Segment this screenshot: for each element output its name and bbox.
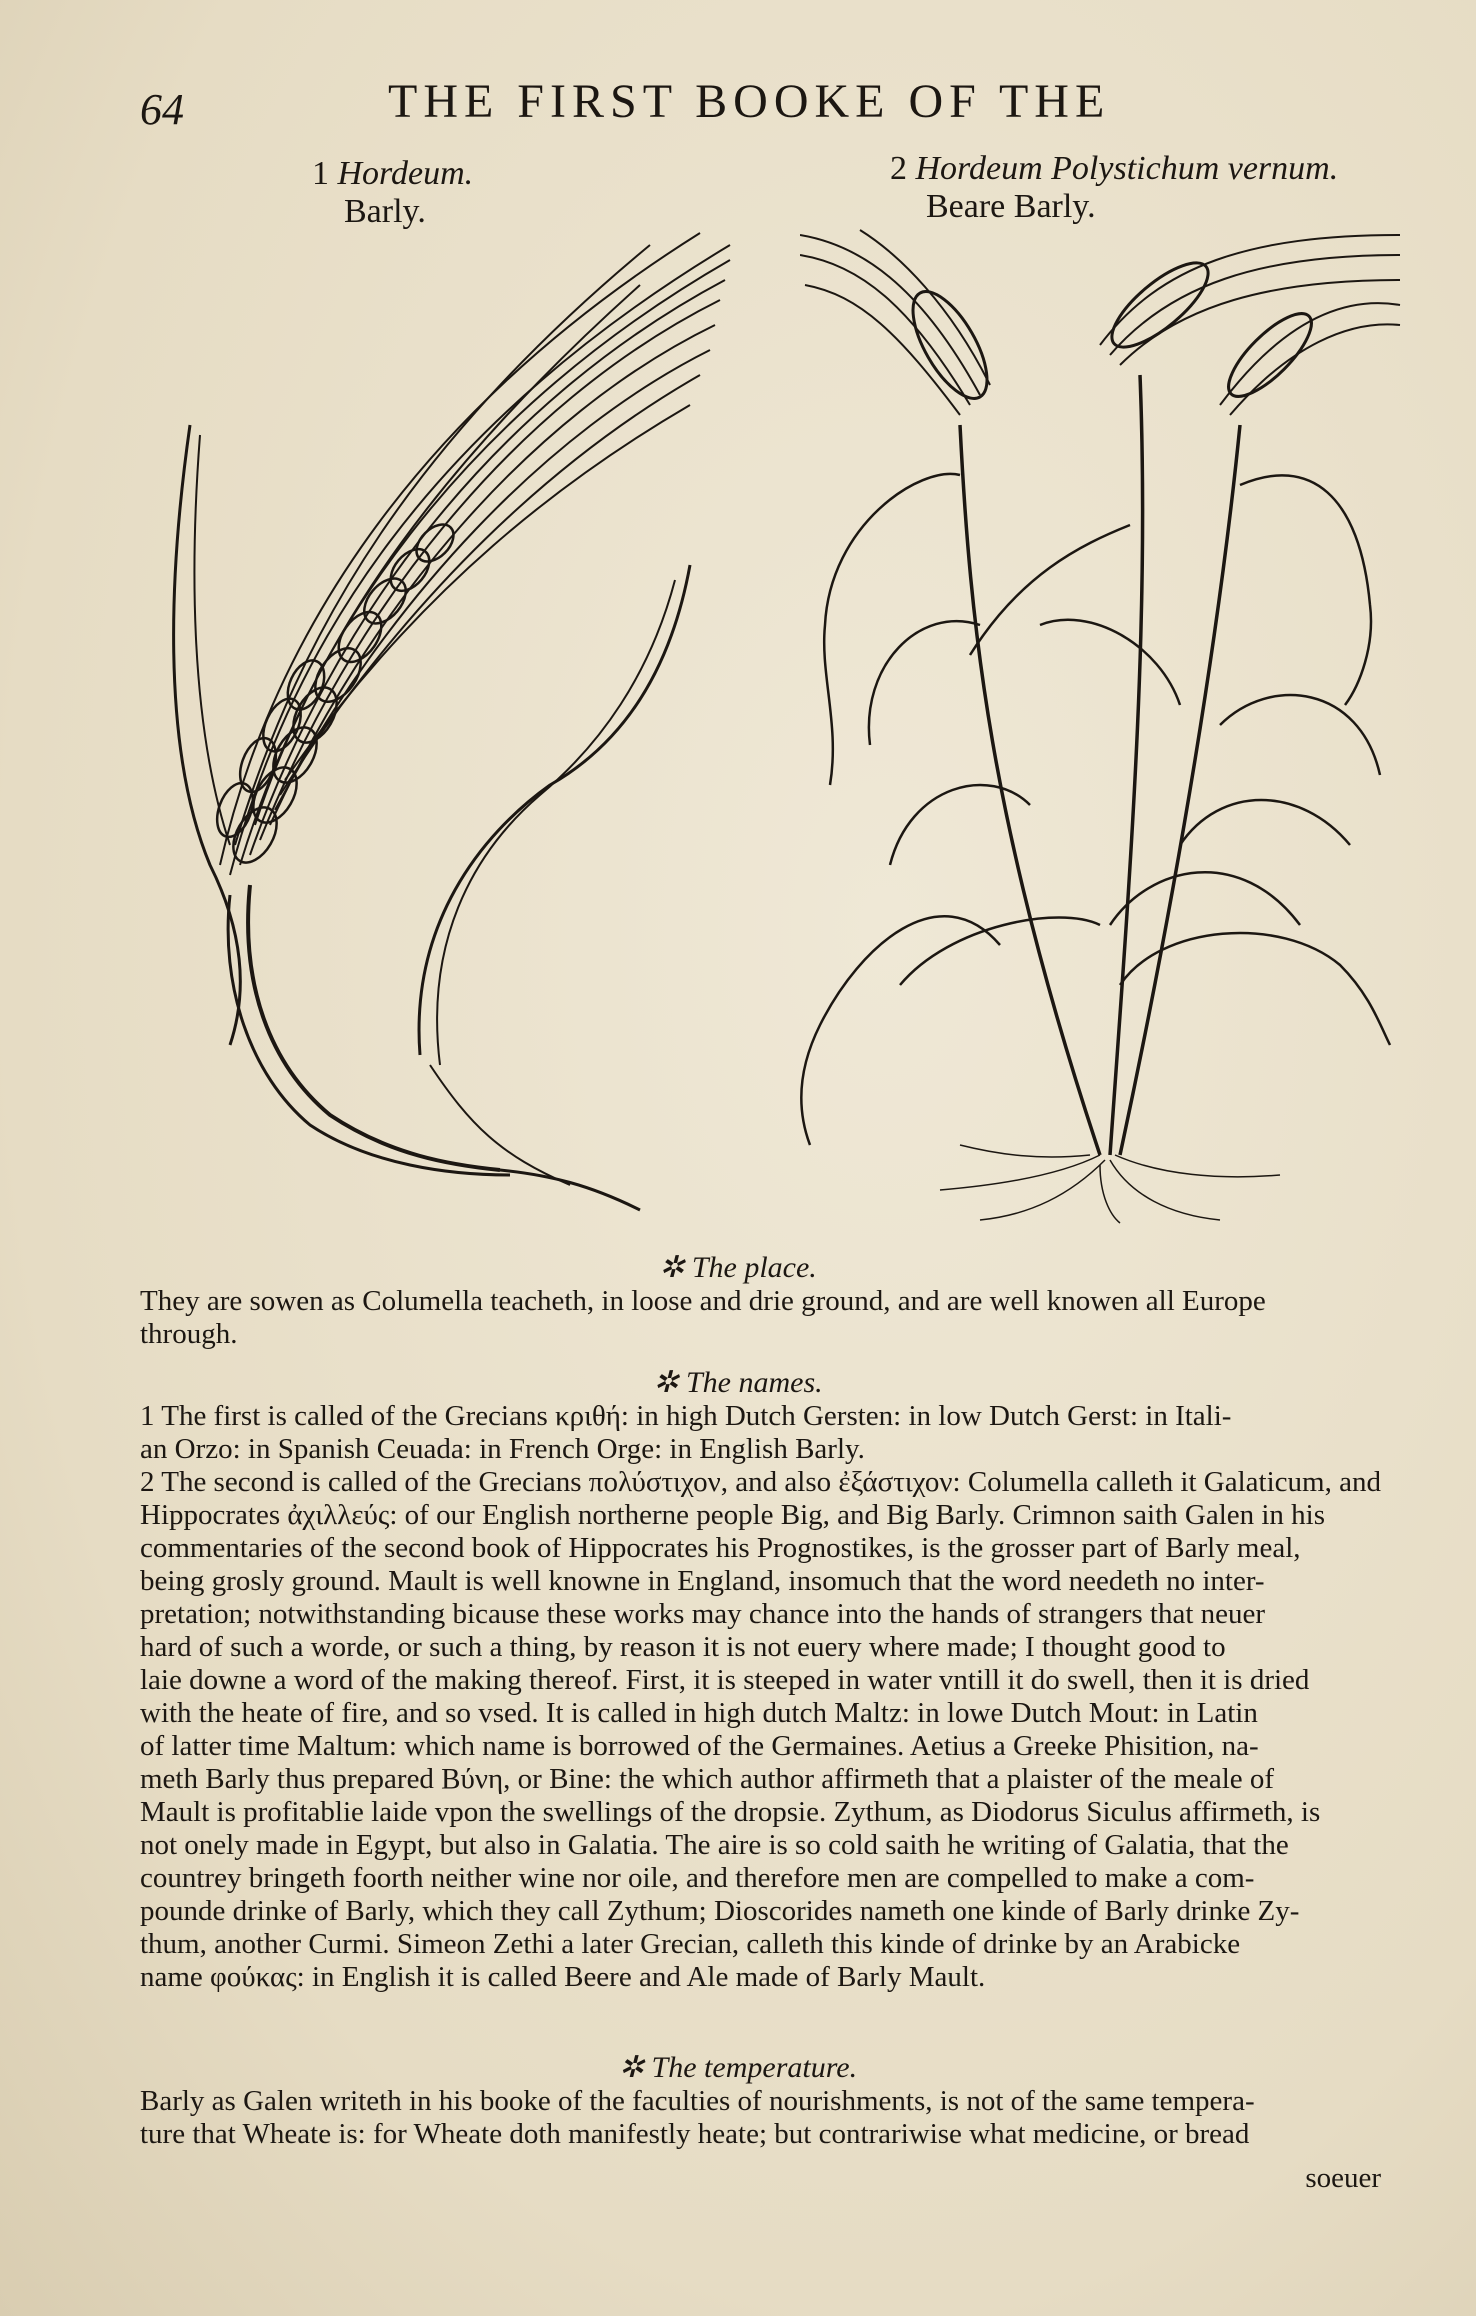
text-line: Mault is profitablie laide vpon the swellings of the dropsie. Zythum, as Diodorus Siculus affirmeth, is	[140, 1796, 1321, 1828]
text-line: not onely made in Egypt, but also in Galatia. The aire is so cold saith he writing of Galatia, that the	[140, 1829, 1289, 1861]
figure-2-number: 2	[890, 150, 907, 187]
section-heading-place: ✲ The place.	[659, 1251, 817, 1284]
text-line: They are sowen as Columella teacheth, in loose and drie ground, and are well knowen all Europe	[140, 1285, 1266, 1317]
text-line: through.	[140, 1318, 238, 1350]
text-line: hard of such a worde, or such a thing, by reason it is not euery where made; I thought good to	[140, 1631, 1226, 1663]
text-line: laie downe a word of the making thereof. First, it is steeped in water vntill it do swell, then it is dried	[140, 1664, 1310, 1696]
text-line: being grosly ground. Mault is well knowne in England, insomuch that the word needeth no inter-	[140, 1565, 1265, 1597]
text-line: commentaries of the second book of Hippocrates his Prognostikes, is the grosser part of Barly meal,	[140, 1532, 1301, 1564]
section-heading-temperature: ✲ The temperature.	[618, 2051, 858, 2084]
text-line: of latter time Maltum: which name is borrowed of the Germaines. Aetius a Greeke Phisition, na-	[140, 1730, 1259, 1762]
catchword: soeuer	[1305, 2162, 1381, 2194]
figure-1-english-name: Barly.	[344, 193, 426, 230]
text-line: countrey bringeth foorth neither wine nor oile, and therefore men are compelled to make a com-	[140, 1862, 1255, 1894]
text-line: with the heate of fire, and so vsed. It is called in high dutch Maltz: in lowe Dutch Mout: in Latin	[140, 1697, 1258, 1729]
figure-2-caption	[890, 150, 1338, 226]
text-line: Barly as Galen writeth in his booke of the faculties of nourishments, is not of the same tempera-	[140, 2085, 1255, 2117]
text-line: ture that Wheate is: for Wheate doth manifestly heate; but contrariwise what medicine, or bread	[140, 2118, 1250, 2150]
figure-2-english-name: Beare Barly.	[926, 188, 1096, 225]
section-heading-names: ✲ The names.	[653, 1366, 823, 1399]
figure-2-latin-name: Hordeum Polystichum vernum.	[915, 150, 1339, 187]
page-header	[0, 70, 1476, 140]
figure-1-number: 1	[312, 155, 329, 192]
text-line: name φούκας: in English it is called Beere and Ale made of Barly Mault.	[140, 1961, 986, 1993]
barley-ear-woodcut	[170, 225, 750, 1225]
text-line: pretation; notwithstanding bicause these works may chance into the hands of strangers that neuer	[140, 1598, 1266, 1630]
text-line: 2 The second is called of the Grecians πολύστιχον, and also ἐξάστιχον: Columella calleth it Galaticum, and	[140, 1466, 1381, 1498]
names-paragraph	[140, 1400, 1396, 1994]
page-number: 64	[140, 85, 184, 134]
text-line: an Orzo: in Spanish Ceuada: in French Orge: in English Barly.	[140, 1433, 865, 1465]
text-line: pounde drinke of Barly, which they call Zythum; Dioscorides nameth one kinde of Barly drinke Zy-	[140, 1895, 1300, 1927]
text-line: 1 The first is called of the Grecians κριθή: in high Dutch Gersten: in low Dutch Gerst: in Itali-	[140, 1400, 1232, 1432]
text-line: meth Barly thus prepared Βύνη, or Bine: the which author affirmeth that a plaister of the meale of	[140, 1763, 1275, 1795]
place-paragraph	[140, 1285, 1396, 1351]
running-title: THE FIRST BOOKE OF THE	[388, 75, 1111, 128]
figure-1-latin-name: Hordeum.	[337, 155, 474, 192]
beare-barley-plant-woodcut	[800, 225, 1410, 1225]
text-line: Hippocrates ἀχιλλεύς: of our English northerne people Big, and Big Barly. Crimnon saith Galen in his	[140, 1499, 1326, 1531]
figure-1-caption	[312, 155, 473, 231]
text-line: thum, another Curmi. Simeon Zethi a later Grecian, calleth this kinde of drinke by an Arabicke	[140, 1928, 1241, 1960]
temperature-paragraph	[140, 2085, 1396, 2151]
